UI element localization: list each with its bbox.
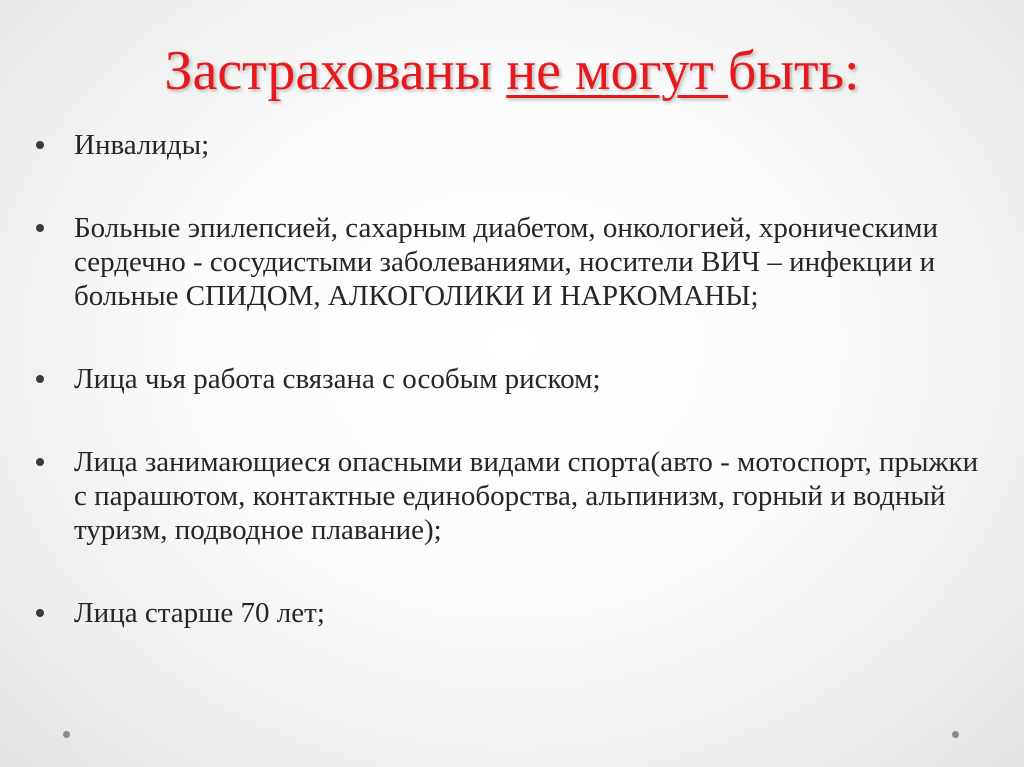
- bullet-item-diseases: [36, 211, 996, 313]
- title-part-underlined: не могут: [506, 40, 728, 102]
- bullet-item-risky-work: [36, 362, 996, 396]
- bullet-text: Лица занимающиеся опасными видами спорта(авто - мотоспорт, прыжки с парашютом, контактные единоборства, альпинизм, горный и водный туризм, подводное плавание);: [74, 446, 979, 546]
- title-part-3: быть:: [727, 40, 860, 102]
- corner-dot-left-icon: [63, 731, 70, 738]
- bullet-text: Лица чья работа связана с особым риском;: [74, 363, 601, 395]
- bullet-dot-icon: [36, 141, 44, 149]
- title-part-1: Застрахованы: [164, 40, 507, 102]
- bullet-dot-icon: [36, 224, 44, 232]
- bullet-item-disabled: [36, 128, 996, 162]
- slide-title: [0, 38, 1024, 104]
- bullet-dot-icon: [36, 375, 44, 383]
- bullet-item-over-70: [36, 596, 996, 630]
- bullet-text: Инвалиды;: [74, 129, 210, 161]
- bullet-text: Больные эпилепсией, сахарным диабетом, онкологией, хроническими сердечно - сосудистыми заболеваниями, носители ВИЧ – инфекции и больные СПИДОМ, АЛКОГОЛИКИ И НАРКОМАНЫ;: [74, 212, 938, 312]
- bullet-item-dangerous-sports: [36, 445, 996, 547]
- bullet-list: [36, 128, 996, 630]
- bullet-dot-icon: [36, 609, 44, 617]
- corner-dot-right-icon: [952, 731, 959, 738]
- bullet-text: Лица старше 70 лет;: [74, 597, 325, 629]
- bullet-dot-icon: [36, 458, 44, 466]
